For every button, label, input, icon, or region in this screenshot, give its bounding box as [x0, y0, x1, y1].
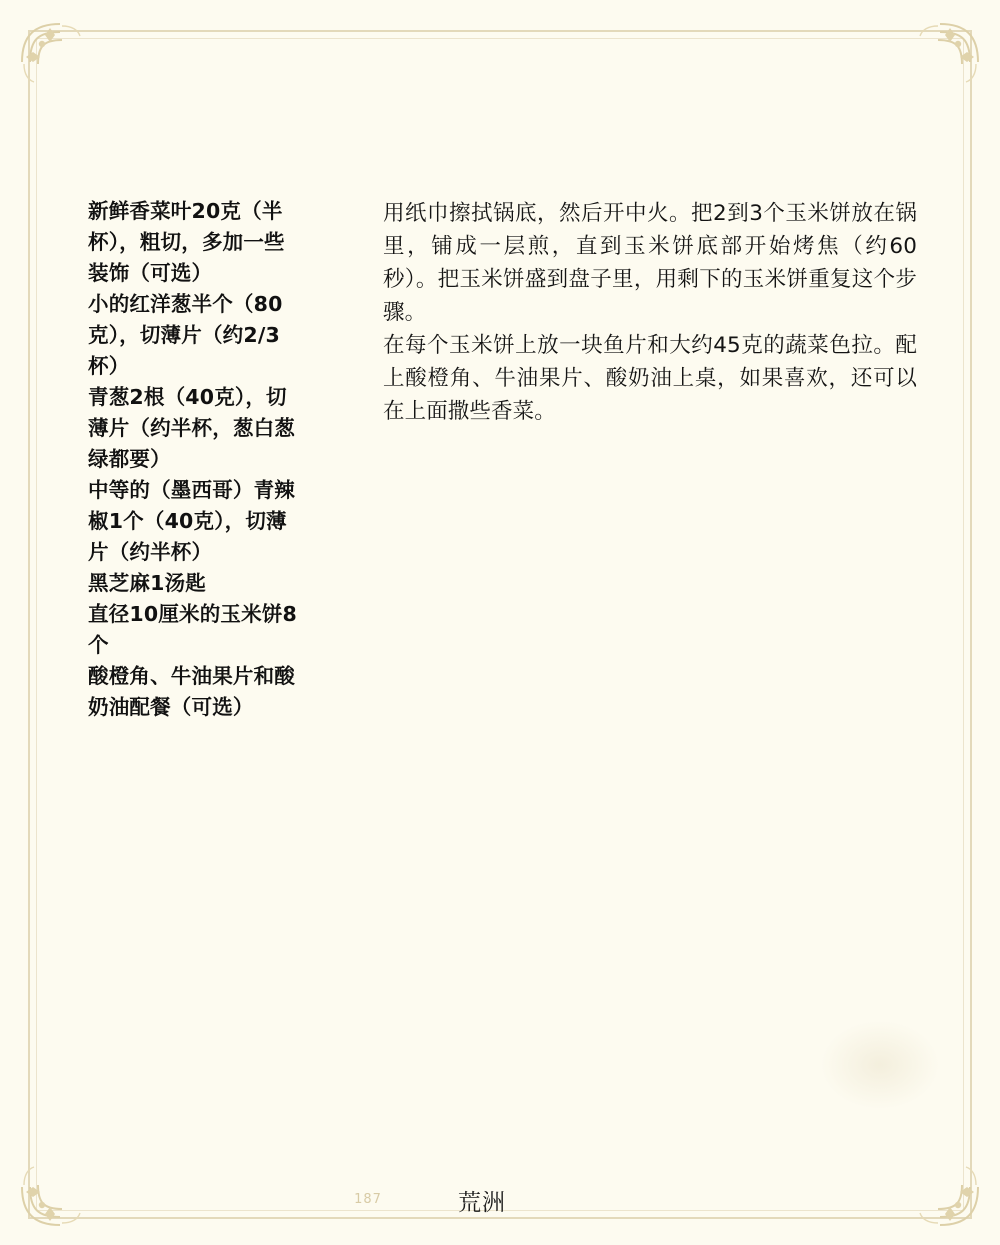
ingredient-line: 克），切薄片（约2/3 [88, 323, 280, 347]
ingredient-line: 奶油配餐（可选） [88, 695, 254, 719]
instructions-column [383, 197, 917, 428]
ingredient-line: 杯），粗切，多加一些 [88, 230, 285, 254]
ingredient-line: 个 [88, 633, 109, 657]
ingredient-line: 薄片（约半杯，葱白葱 [88, 416, 295, 440]
ingredients-column [88, 196, 320, 723]
ingredient-line: 黑芝麻1汤匙 [88, 571, 206, 595]
ingredient-line: 杯） [88, 354, 130, 378]
ingredient-line: 酸橙角、牛油果片和酸 [88, 664, 295, 688]
ingredient-line: 小的红洋葱半个（80 [88, 292, 283, 316]
ingredient-line: 中等的（墨西哥）青辣 [88, 478, 295, 502]
ingredient-line: 装饰（可选） [88, 261, 213, 285]
instruction-paragraph: 用纸巾擦拭锅底，然后开中火。把2到3个玉米饼放在锅里，铺成一层煎，直到玉米饼底部开始烤焦（约60秒）。把玉米饼盛到盘子里，用剩下的玉米饼重复这个步骤。 [383, 201, 917, 325]
ingredient-line: 青葱2根（40克），切 [88, 385, 287, 409]
footer-title: 荒洲 [458, 1190, 506, 1216]
ingredient-line: 直径10厘米的玉米饼8 [88, 602, 297, 626]
page-number: 187 [354, 1192, 382, 1207]
ingredient-line: 椒1个（40克），切薄 [88, 509, 287, 533]
instruction-paragraph: 在每个玉米饼上放一块鱼片和大约45克的蔬菜色拉。配上酸橙角、牛油果片、酸奶油上桌，如果喜欢，还可以在上面撒些香菜。 [383, 333, 917, 424]
ingredient-line: 绿都要） [88, 447, 171, 471]
ingredient-line: 片（约半杯） [88, 540, 213, 564]
ingredient-line: 新鲜香菜叶20克（半 [88, 199, 283, 223]
